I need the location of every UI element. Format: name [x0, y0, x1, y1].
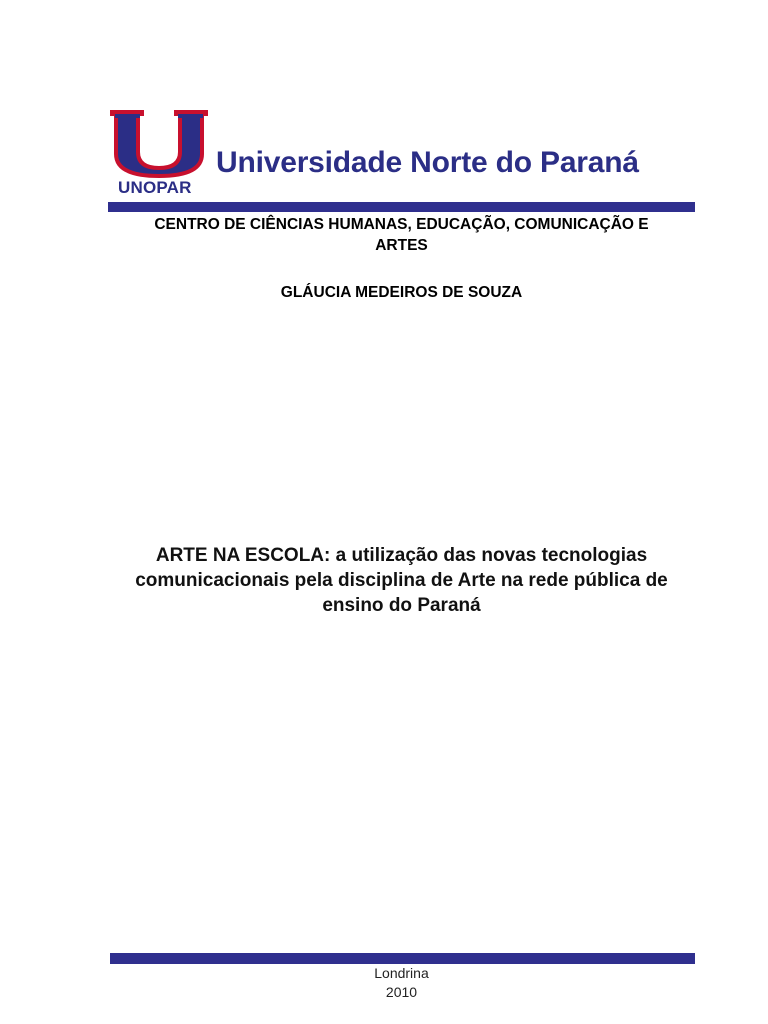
department-line-1: CENTRO DE CIÊNCIAS HUMANAS, EDUCAÇÃO, COMUNICAÇÃO E: [154, 216, 649, 233]
year: 2010: [385, 984, 418, 1000]
header-divider-bar: [108, 202, 695, 212]
university-name: Universidade Norte do Paraná: [216, 146, 639, 179]
university-header: [108, 108, 692, 200]
logo-wordmark: UNOPAR: [118, 178, 192, 197]
title-rest: a utilização das novas tecnologias comunicacionais pela disciplina de Arte na rede pública de ensino do Paraná: [135, 545, 668, 616]
document-title: [108, 543, 695, 618]
unopar-u-logo-icon: [108, 108, 210, 180]
department-line-2: ARTES: [375, 237, 428, 254]
footer-divider-bar: [110, 953, 695, 964]
city-name: Londrina: [374, 965, 429, 981]
department-name: [108, 214, 695, 256]
title-lead: ARTE NA ESCOLA:: [155, 545, 331, 566]
author-name: GLÁUCIA MEDEIROS DE SOUZA: [280, 284, 523, 301]
